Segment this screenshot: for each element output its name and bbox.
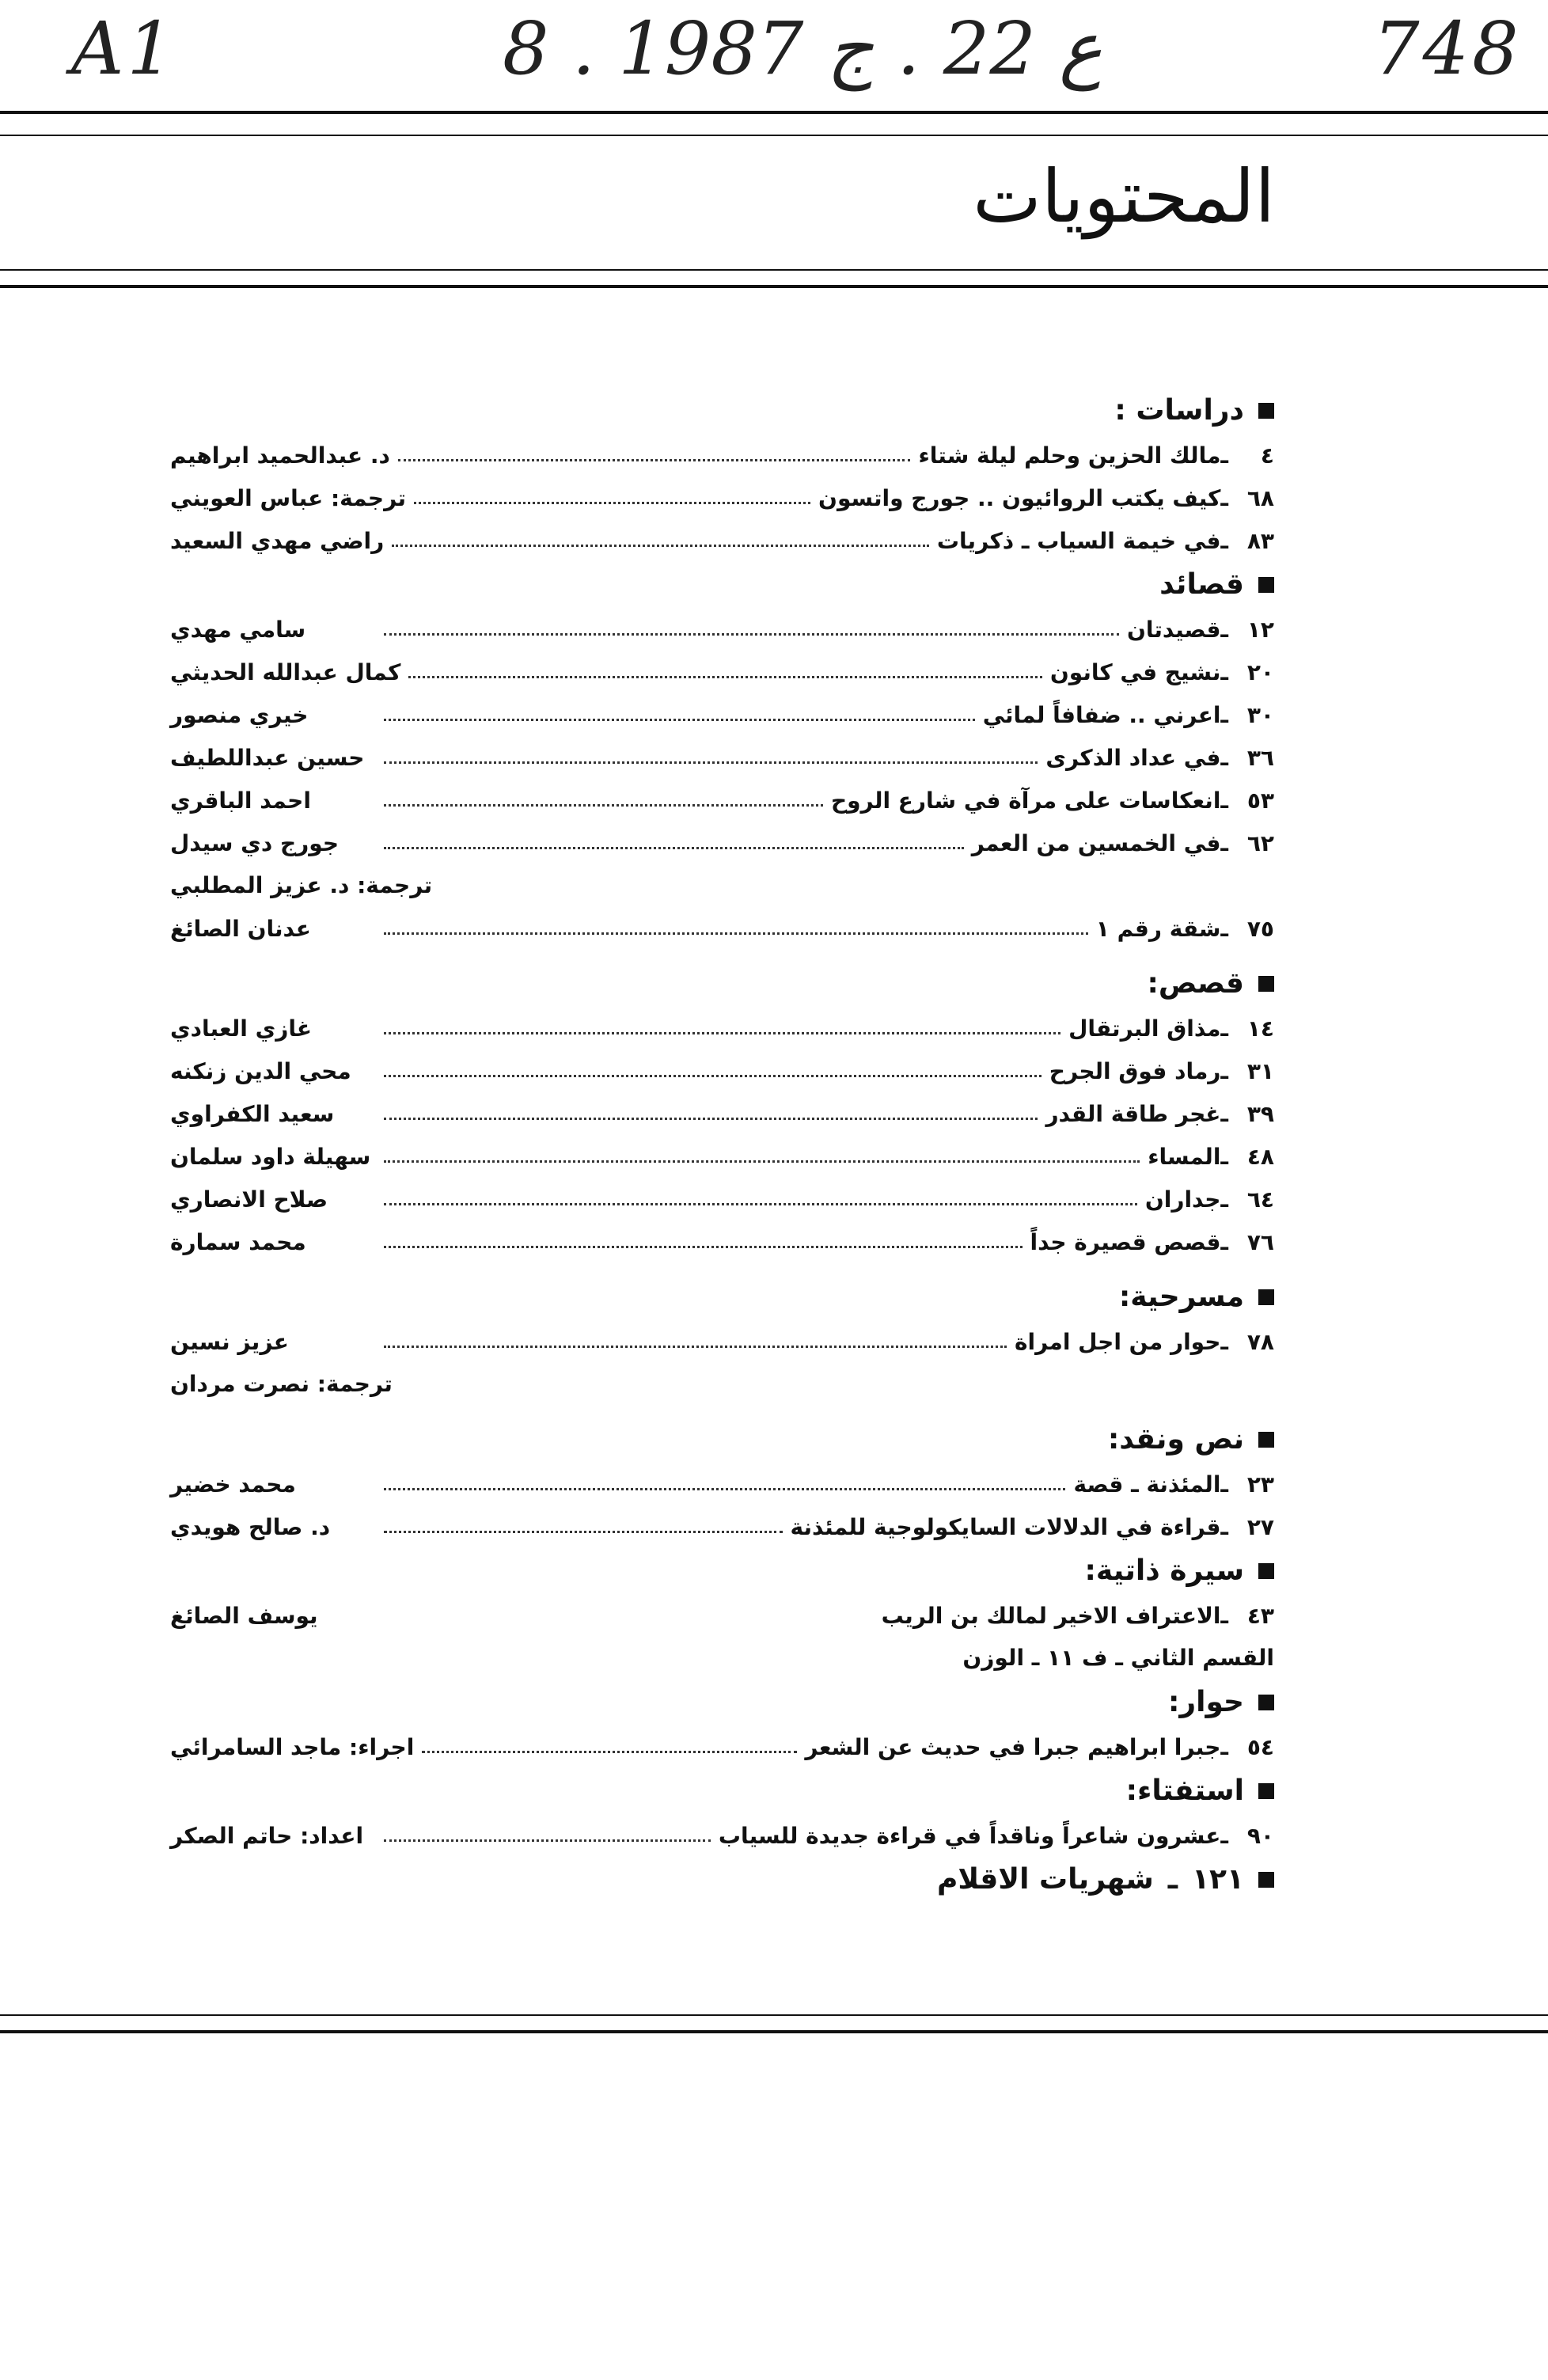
- top-rule-thin: [0, 135, 1548, 136]
- toc-entry: ٤٣ ـ الاعتراف الاخير لمالك بن الريب يوسف الصائغ: [170, 1602, 1274, 1629]
- toc-entry: ٥٣ ـ انعكاسات على مرآة في شارع الروح احمد الباقري: [170, 787, 1274, 814]
- section-heading-survey: استفتاء:: [170, 1768, 1274, 1814]
- toc-entry: ١٢ ـ قصيدتان سامي مهدي: [170, 616, 1274, 643]
- section-heading-studies: دراسات :: [170, 388, 1274, 434]
- page-title: المحتويات: [973, 154, 1275, 239]
- translator-line: ترجمة: د. عزيز المطلبي: [170, 872, 433, 898]
- toc-entry: ٨٣ ـ في خيمة السياب ـ ذكريات راضي مهدي السعيد: [170, 527, 1274, 554]
- toc-entry: ٦٢ ـ في الخمسين من العمر جورج دي سيدل: [170, 829, 1274, 856]
- final-entry: ١٢١ ـ شهريات الاقلام: [170, 1857, 1274, 1903]
- handwritten-issue-date: 8 . ع 22 . ج 1987: [503, 6, 1102, 91]
- section-heading-text-criticism: نص ونقد:: [170, 1417, 1274, 1463]
- toc-entry: ٢٣ ـ المئذنة ـ قصة محمد خضير: [170, 1471, 1274, 1497]
- square-bullet-icon: [1258, 1289, 1274, 1305]
- section-heading-stories: قصص:: [170, 961, 1274, 1007]
- square-bullet-icon: [1258, 1872, 1274, 1888]
- toc-entry: ٤٨ ـ المساء سهيلة داود سلمان: [170, 1143, 1274, 1170]
- square-bullet-icon: [1258, 1563, 1274, 1579]
- top-rule: [0, 111, 1548, 114]
- toc-entry: ٥٤ ـ جبرا ابراهيم جبرا في حديث عن الشعر اجراء: ماجد السامرائي: [170, 1733, 1274, 1760]
- toc-entry: ٣١ ـ رماد فوق الجرح محي الدين زنكنه: [170, 1057, 1274, 1084]
- toc-entry: ٧٨ ـ حوار من اجل امراة عزيز نسين: [170, 1328, 1274, 1355]
- translator-line: ترجمة: نصرت مردان: [170, 1371, 393, 1397]
- toc-entry: ٣٩ ـ غجر طاقة القدر سعيد الكفراوي: [170, 1100, 1274, 1127]
- title-rule-thin: [0, 269, 1548, 271]
- toc-entry: ٤ ـ مالك الحزين وحلم ليلة شتاء د. عبدالحميد ابراهيم: [170, 442, 1274, 469]
- toc-entry: ٧٦ ـ قصص قصيرة جداً محمد سمارة: [170, 1228, 1274, 1255]
- handwritten-code: A1: [71, 6, 176, 91]
- square-bullet-icon: [1258, 1695, 1274, 1710]
- section-heading-poems: قصائد: [170, 562, 1274, 608]
- handwritten-number: 748: [1373, 6, 1522, 91]
- square-bullet-icon: [1258, 1432, 1274, 1448]
- toc-entry: ٢٧ ـ قراءة في الدلالات السايكولوجية للمئذنة د. صالح هويدي: [170, 1513, 1274, 1540]
- title-rule: [0, 285, 1548, 288]
- bottom-rule: [0, 2030, 1548, 2033]
- toc-entry: ٢٠ ـ نشيج في كانون كمال عبدالله الحديثي: [170, 659, 1274, 685]
- toc-entry: ٦٤ ـ جداران صلاح الانصاري: [170, 1186, 1274, 1213]
- section-heading-play: مسرحية:: [170, 1274, 1274, 1320]
- toc-entry: ٩٠ ـ عشرون شاعراً وناقداً في قراءة جديدة للسياب اعداد: حاتم الصكر: [170, 1822, 1274, 1849]
- part-line: القسم الثاني ـ ف ١١ ـ الوزن: [962, 1645, 1274, 1671]
- square-bullet-icon: [1258, 577, 1274, 593]
- square-bullet-icon: [1258, 1783, 1274, 1799]
- square-bullet-icon: [1258, 403, 1274, 419]
- square-bullet-icon: [1258, 976, 1274, 992]
- toc-entry: ١٤ ـ مذاق البرتقال غازي العبادي: [170, 1015, 1274, 1042]
- toc-entry: ٣٠ ـ اعرني .. ضفافاً لمائي خيري منصور: [170, 701, 1274, 728]
- toc-entry: ٦٨ ـ كيف يكتب الروائيون .. جورج واتسون ترجمة: عباس العويني: [170, 484, 1274, 511]
- table-of-contents: [170, 388, 1274, 1903]
- toc-entry: ٧٥ ـ شقة رقم ١ عدنان الصائغ: [170, 915, 1274, 942]
- toc-entry: ٣٦ ـ في عداد الذكرى حسين عبداللطيف: [170, 744, 1274, 771]
- section-heading-autobiography: سيرة ذاتية:: [170, 1548, 1274, 1594]
- bottom-rule-thin: [0, 2014, 1548, 2016]
- section-heading-interview: حوار:: [170, 1680, 1274, 1725]
